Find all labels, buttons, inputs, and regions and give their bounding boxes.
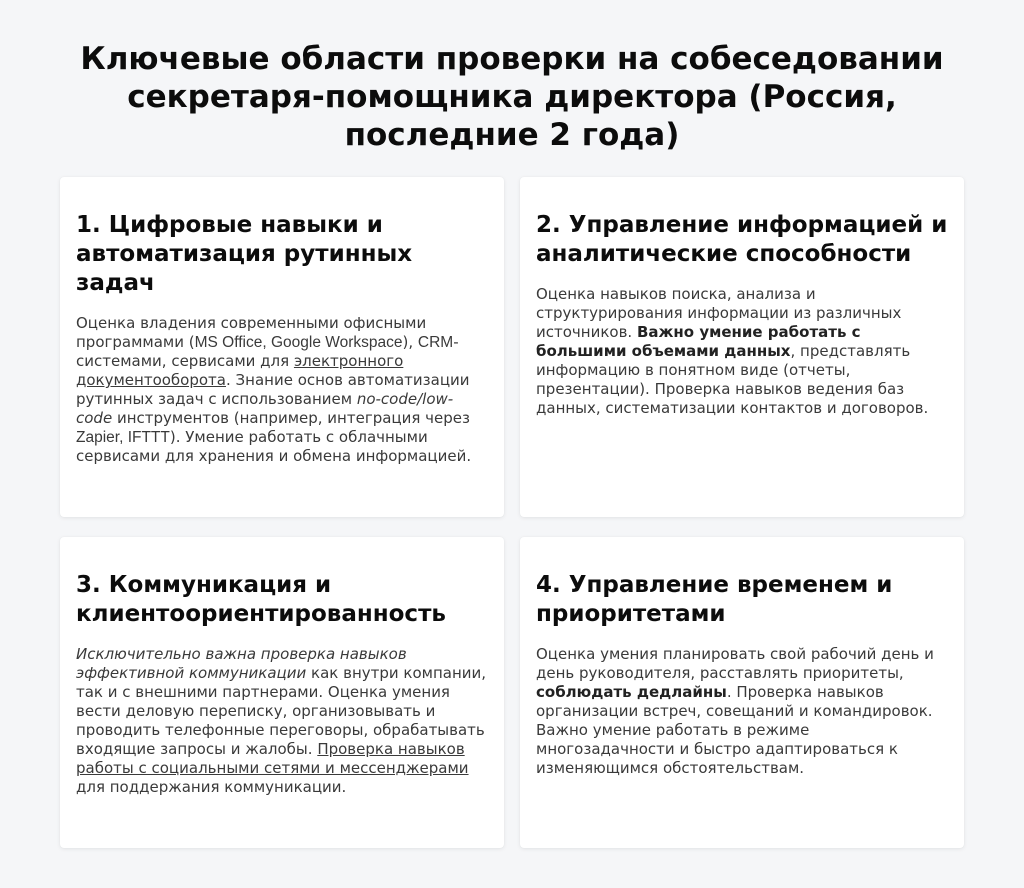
text-fragment: ),	[402, 333, 418, 351]
italic-text: Исключительно важна проверка навыков эффективной коммуникации	[76, 645, 407, 682]
text-fragment: ). Умение работать с облачными сервисами для хранения и обмена информацией.	[76, 428, 472, 465]
text-fragment: инструментов (например, интеграция через	[112, 409, 470, 427]
card-description	[536, 645, 948, 778]
social-media-link[interactable]: Проверка навыков работы с социальными сетями и мессенджерами	[76, 740, 469, 777]
text-fragment: , представлять информацию в понятном виде (отчеты, презентации). Проверка навыков ведения баз данных, систематизации контактов и договоров.	[536, 342, 929, 417]
card-description	[76, 314, 488, 466]
card-heading: 2. Управление информацией и аналитические способности	[536, 212, 948, 267]
card-description	[76, 645, 488, 797]
text-fragment: CRM	[417, 334, 454, 351]
text-fragment: . Проверка навыков организации встреч, совещаний и командировок. Важно умение работать в режиме многозадачности и быстро адаптироваться к изменяющимся обстоятельствам.	[536, 683, 933, 777]
card-information-management	[520, 177, 964, 517]
text-fragment: для поддержания коммуникации.	[76, 778, 347, 796]
text-fragment: Оценка умения планировать свой рабочий день и день руководителя, расставлять приоритеты,	[536, 645, 934, 682]
text-fragment: Zapier, IFTTT	[76, 429, 170, 446]
bold-text: соблюдать дедлайны	[536, 683, 727, 701]
text-fragment: . Знание основ автоматизации рутинных задач с использованием	[76, 371, 470, 408]
card-heading: 1. Цифровые навыки и автоматизация рутинных задач	[76, 212, 413, 296]
text-fragment: как внутри компании, так и с внешними партнерами. Оценка умения вести деловую переписку, организовывать и проводить телефонные переговоры, обрабатывать входящие запросы и жалобы.	[76, 664, 487, 758]
text-fragment: Оценка навыков поиска, анализа и структурирования информации из различных источников.	[536, 285, 902, 341]
bold-text: Важно умение работать с большими объемами данных	[536, 323, 861, 360]
card-heading: 3. Коммуникация и клиентоориентированность	[76, 572, 446, 627]
card-digital-skills	[60, 177, 504, 517]
text-fragment: Оценка владения современными офисными программами (	[76, 314, 427, 351]
card-time-management	[520, 537, 964, 848]
text-fragment: MS Office, Google Workspace	[194, 334, 403, 351]
card-communication	[60, 537, 504, 848]
card-heading: 4. Управление временем и приоритетами	[536, 572, 893, 627]
page-title: Ключевые области проверки на собеседовании секретаря-помощника директора (Россия, последние 2 года)	[80, 41, 944, 153]
text-fragment: -системами, сервисами для	[76, 333, 459, 370]
italic-text: no-code/low-code	[76, 390, 454, 427]
edo-link[interactable]: электронного документооборота	[76, 352, 404, 389]
card-description	[536, 285, 948, 418]
